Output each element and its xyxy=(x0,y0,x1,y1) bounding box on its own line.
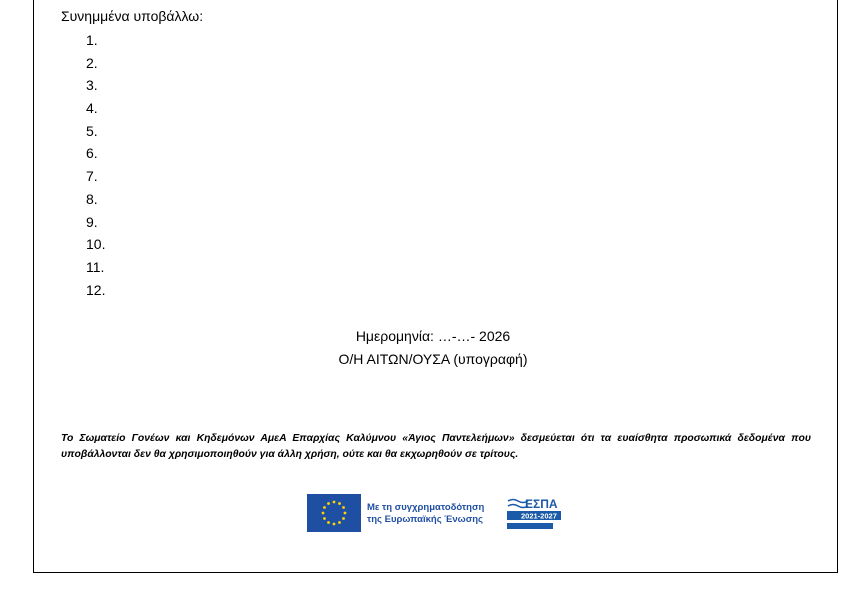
eu-text-line-1: Με τη συγχρηματοδότηση xyxy=(367,502,485,513)
eu-star xyxy=(342,517,345,520)
attachment-item: 10. xyxy=(86,236,106,253)
attachment-item: 7. xyxy=(86,168,98,185)
attachment-item: 11. xyxy=(86,258,105,275)
eu-star xyxy=(342,506,345,509)
eu-star xyxy=(344,512,347,515)
data-protection-disclaimer: Το Σωματείο Γονέων και Κηδεμόνων ΑμεΑ Επαρχίας Καλύμνου «Άγιος Παντελεήμων» δεσμεύεται ότι τα ευαίσθητα προσωπικά δεδομένα που υποβάλλονται δεν θα χρησιμοποιηθούν για άλλη χρήση, ούτε και θα εκχωρηθούν σε τρίτους. xyxy=(61,433,811,460)
eu-cofunding-text xyxy=(367,502,484,526)
eu-star xyxy=(323,506,326,509)
attachment-item: 5. xyxy=(86,122,98,139)
eu-stars-icon xyxy=(307,494,361,532)
signature-block xyxy=(0,325,866,371)
eu-star xyxy=(338,502,341,505)
eu-star xyxy=(338,521,341,524)
attachment-item: 1. xyxy=(86,32,98,48)
page-frame xyxy=(33,0,838,573)
eu-star xyxy=(333,501,336,504)
attachment-item: 12. xyxy=(86,281,106,298)
attachment-item: 8. xyxy=(86,190,98,207)
attachment-item: 4. xyxy=(86,100,98,117)
applicant-signature-line: Ο/Η ΑΙΤΩΝ/ΟΥΣΑ (υπογραφή) xyxy=(338,351,528,367)
eu-star xyxy=(323,517,326,520)
attachments-heading: Συνημμένα υποβάλλω: xyxy=(61,8,204,24)
espa-logo-icon xyxy=(505,496,563,532)
eu-text-line-2: της Ευρωπαϊκής Ένωσης xyxy=(367,514,483,525)
eu-star xyxy=(322,512,325,515)
attachment-item: 3. xyxy=(86,77,98,94)
espa-title: ΕΣΠΑ xyxy=(525,497,558,511)
date-line: Ημερομηνία: …-…- 2026 xyxy=(355,328,511,344)
eu-star xyxy=(327,521,330,524)
espa-period: 2021-2027 xyxy=(521,511,557,521)
eu-star xyxy=(327,502,330,505)
eu-star xyxy=(333,523,336,526)
attachment-item: 9. xyxy=(86,213,98,230)
eu-flag-icon xyxy=(307,494,361,532)
attachment-item: 6. xyxy=(86,145,98,162)
attachment-item: 2. xyxy=(86,54,98,71)
funding-logos xyxy=(305,494,565,534)
attachments-list xyxy=(86,29,105,301)
